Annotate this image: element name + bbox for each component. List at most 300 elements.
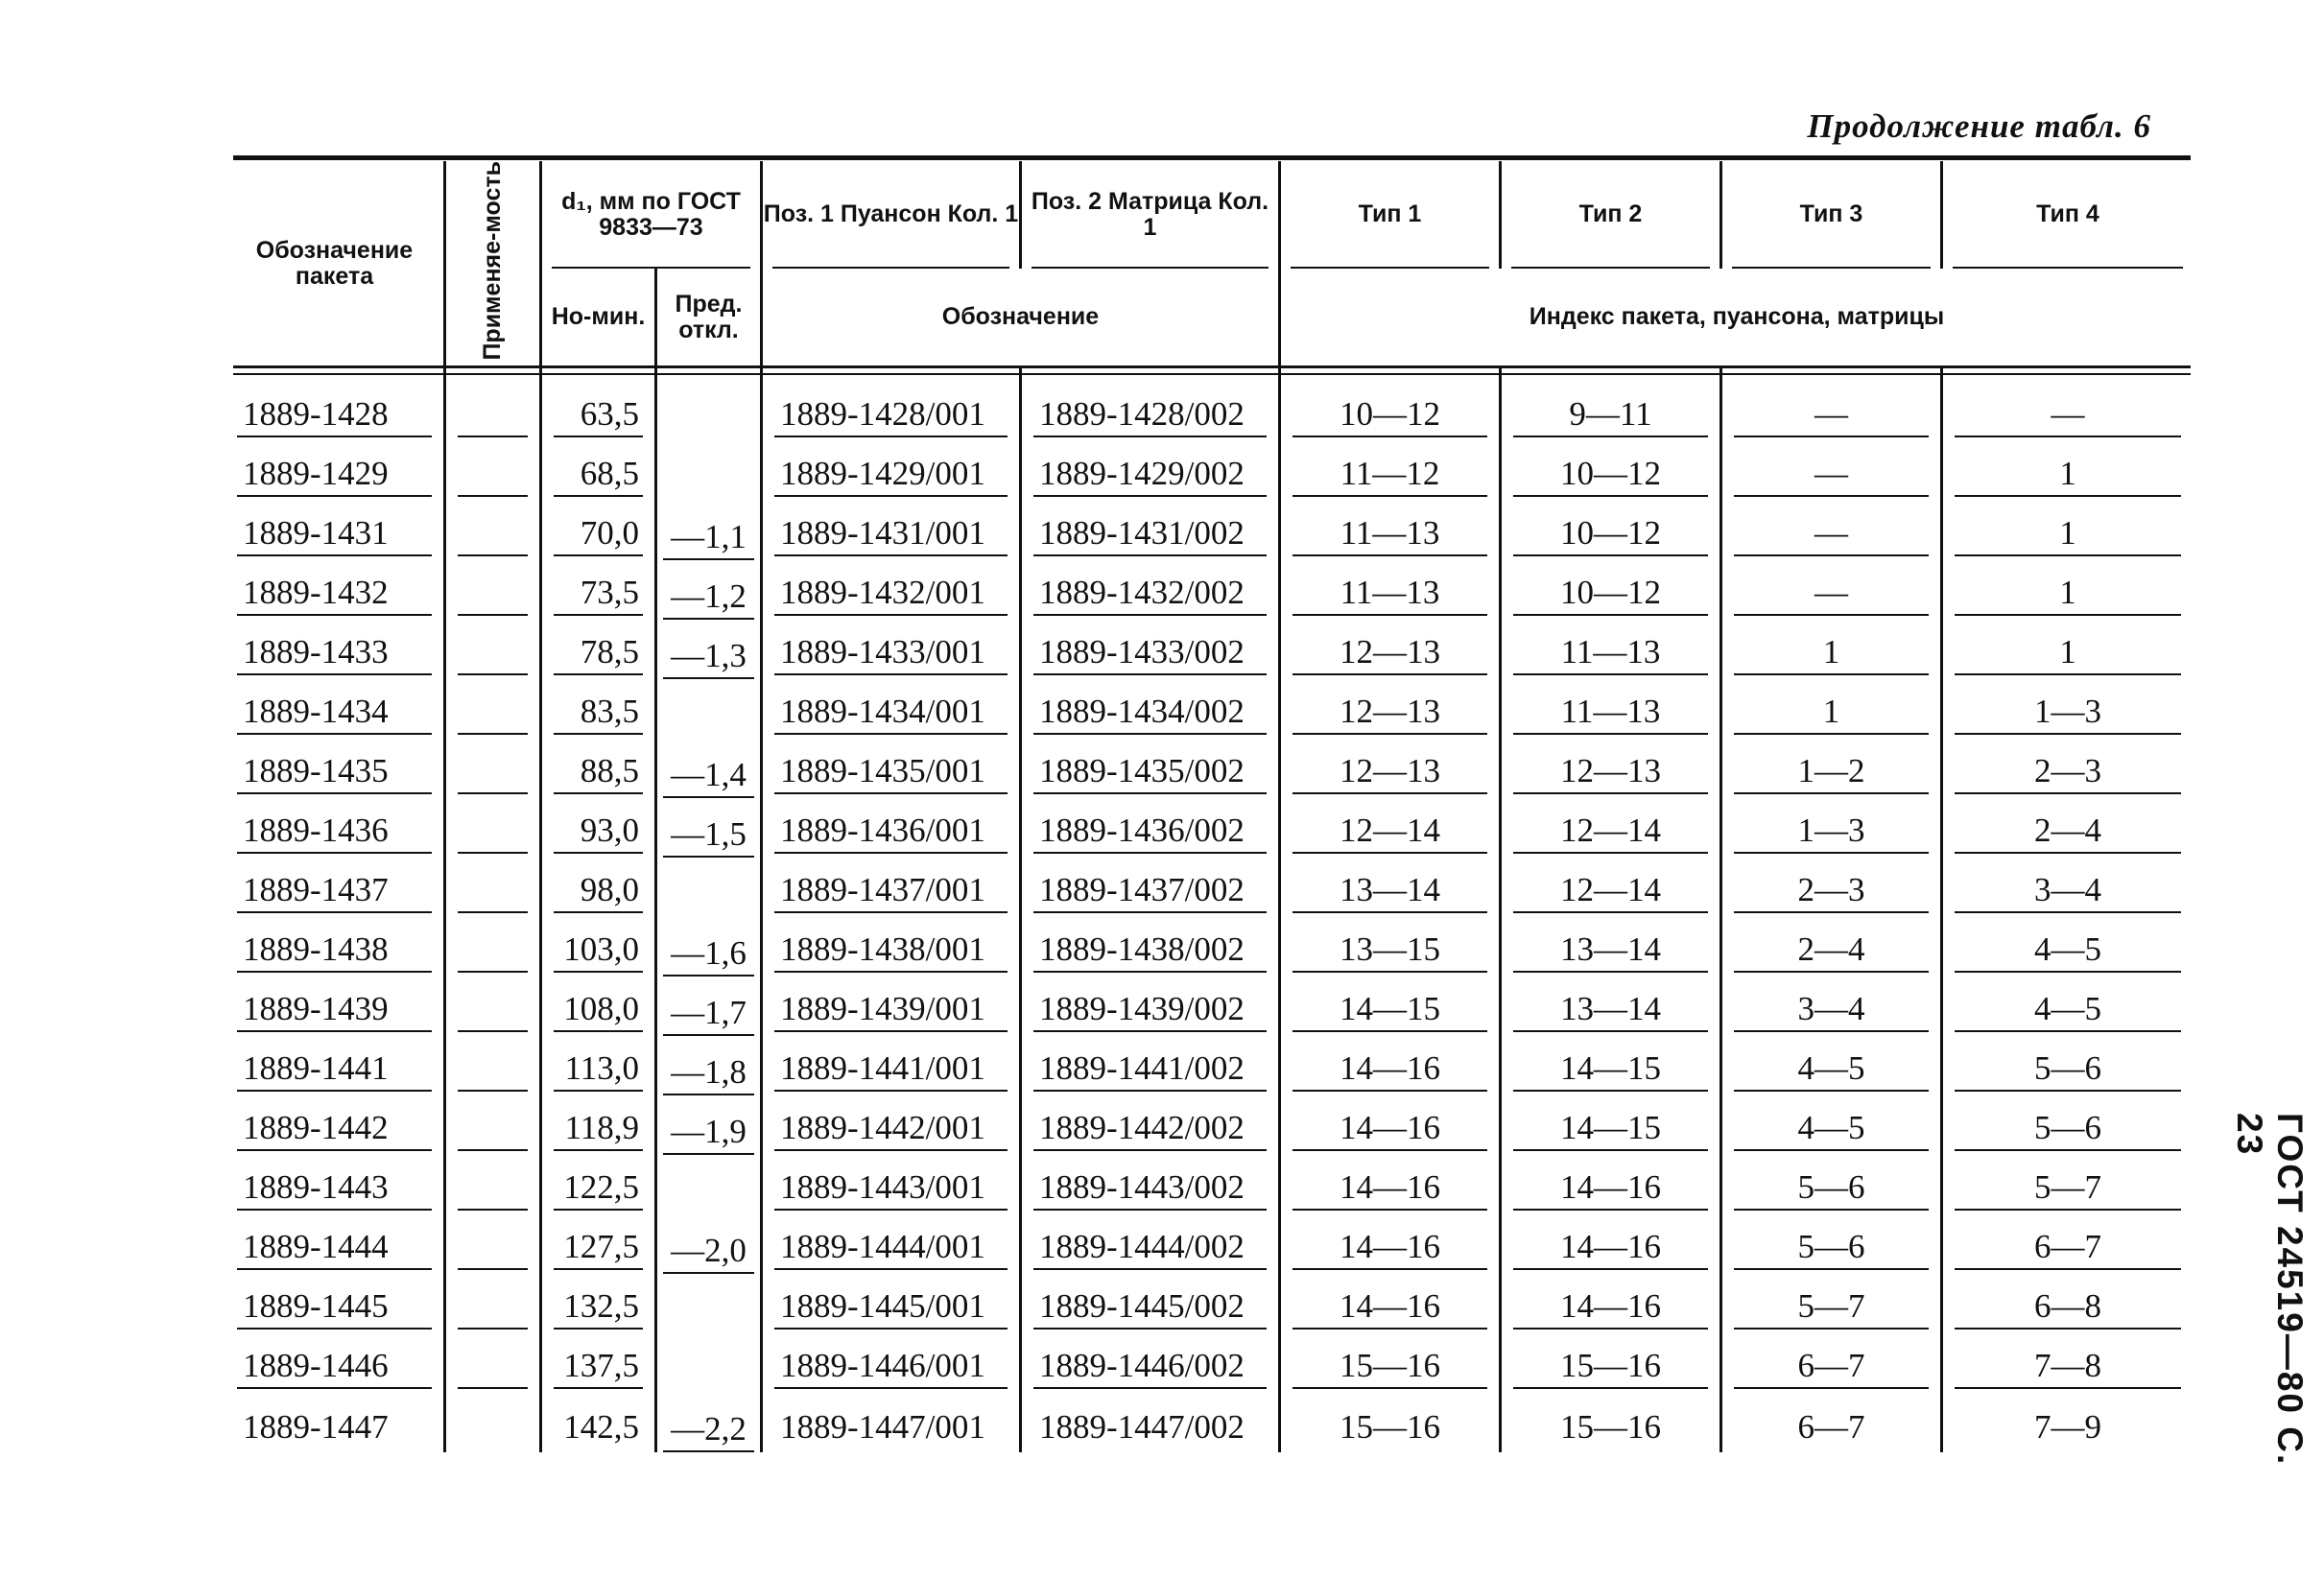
cell-package <box>225 1333 446 1393</box>
cell-type2-value: 11—13 <box>1513 633 1708 675</box>
cell-pos2 <box>1022 977 1281 1036</box>
cell-pos1 <box>763 1393 1022 1452</box>
cell-applicability-value <box>458 1109 528 1151</box>
cell-type4-value: 3—4 <box>1955 871 2181 913</box>
cell-pos2-value: 1889-1439/002 <box>1033 990 1267 1032</box>
cell-pos1 <box>763 858 1022 917</box>
cell-applicability <box>446 1155 542 1214</box>
cell-type2 <box>1502 1393 1722 1452</box>
cell-tolerance-value: —2,0 <box>663 1232 754 1274</box>
cell-nominal <box>542 1274 657 1333</box>
cell-pos2-value: 1889-1428/002 <box>1033 395 1267 437</box>
cell-type3-value: 5—6 <box>1734 1228 1929 1270</box>
cell-applicability-value <box>458 693 528 735</box>
cell-type2 <box>1502 1155 1722 1214</box>
cell-type2 <box>1502 1274 1722 1333</box>
cell-type4-value: — <box>1955 395 2181 437</box>
cell-package <box>225 679 446 739</box>
cell-type1 <box>1281 560 1502 620</box>
table-row <box>225 917 2193 977</box>
cell-pos2 <box>1022 501 1281 560</box>
table-body <box>225 366 2193 1452</box>
cell-type2-value: 15—16 <box>1513 1347 1708 1389</box>
cell-type1 <box>1281 1155 1502 1214</box>
cell-type1-value: 12—13 <box>1292 693 1487 735</box>
cell-nominal-value: 137,5 <box>554 1347 643 1389</box>
cell-applicability <box>446 977 542 1036</box>
cell-pos2-value: 1889-1432/002 <box>1033 574 1267 616</box>
cell-pos2-value: 1889-1433/002 <box>1033 633 1267 675</box>
cell-pos2-value: 1889-1444/002 <box>1033 1228 1267 1270</box>
cell-type1 <box>1281 977 1502 1036</box>
cell-type1 <box>1281 1333 1502 1393</box>
cell-type4-value: 1 <box>1955 574 2181 616</box>
cell-type2-value: 14—16 <box>1513 1168 1708 1211</box>
cell-tolerance <box>657 1036 763 1095</box>
table-row <box>225 858 2193 917</box>
cell-pos2 <box>1022 560 1281 620</box>
cell-applicability-value <box>458 1408 528 1448</box>
cell-type3 <box>1722 1393 1943 1452</box>
cell-type4 <box>1943 1333 2193 1393</box>
table-row <box>225 501 2193 560</box>
cell-type1 <box>1281 858 1502 917</box>
cell-package-value: 1889-1447 <box>243 1407 389 1446</box>
cell-type1-value: 13—14 <box>1292 871 1487 913</box>
cell-nominal <box>542 739 657 798</box>
cell-type2 <box>1502 739 1722 798</box>
cell-nominal-value: 63,5 <box>554 395 643 437</box>
cell-package-value: 1889-1428 <box>237 395 432 437</box>
cell-pos2 <box>1022 1274 1281 1333</box>
cell-type3-value: 2—3 <box>1734 871 1929 913</box>
cell-type3-value: 5—6 <box>1734 1168 1929 1211</box>
cell-pos2-value: 1889-1441/002 <box>1033 1049 1267 1092</box>
cell-pos1-value: 1889-1439/001 <box>774 990 1008 1032</box>
cell-type2-value: 10—12 <box>1513 455 1708 497</box>
cell-type1-value: 11—13 <box>1292 574 1487 616</box>
cell-pos1 <box>763 441 1022 501</box>
cell-applicability-value <box>458 1287 528 1330</box>
cell-type4-value: 4—5 <box>1955 930 2181 973</box>
cell-type3 <box>1722 366 1943 441</box>
cell-applicability <box>446 858 542 917</box>
table-row <box>225 560 2193 620</box>
table-row <box>225 1274 2193 1333</box>
cell-type2-value: 11—13 <box>1513 693 1708 735</box>
cell-pos2-value: 1889-1434/002 <box>1033 693 1267 735</box>
cell-type4-value: 5—6 <box>1955 1049 2181 1092</box>
cell-tolerance-value: —1,2 <box>663 577 754 620</box>
cell-type2 <box>1502 798 1722 858</box>
cell-type4 <box>1943 679 2193 739</box>
cell-pos1-value: 1889-1437/001 <box>774 871 1008 913</box>
cell-pos2-value: 1889-1431/002 <box>1033 514 1267 556</box>
cell-pos1-value: 1889-1445/001 <box>774 1287 1008 1330</box>
cell-nominal <box>542 1155 657 1214</box>
cell-applicability <box>446 1393 542 1452</box>
cell-type1-value: 14—16 <box>1292 1228 1487 1270</box>
cell-nominal-value: 118,9 <box>554 1109 643 1151</box>
cell-applicability-value <box>458 514 528 556</box>
table-row <box>225 1333 2193 1393</box>
cell-applicability <box>446 739 542 798</box>
cell-type3-value: 1 <box>1734 633 1929 675</box>
cell-type1 <box>1281 798 1502 858</box>
cell-pos1 <box>763 1333 1022 1393</box>
cell-tolerance <box>657 1274 763 1452</box>
cell-applicability <box>446 1036 542 1095</box>
cell-tolerance-value: —1,8 <box>663 1053 754 1095</box>
cell-type4 <box>1943 917 2193 977</box>
cell-type4-value: 1 <box>1955 514 2181 556</box>
cell-type2-value: 12—14 <box>1513 812 1708 854</box>
col-header-applicability <box>446 161 542 366</box>
cell-pos1-value: 1889-1429/001 <box>774 455 1008 497</box>
table-row <box>225 620 2193 679</box>
cell-type1 <box>1281 501 1502 560</box>
table-row <box>225 1036 2193 1095</box>
cell-package-value: 1889-1445 <box>237 1287 432 1330</box>
cell-type3 <box>1722 560 1943 620</box>
cell-type2-value: 12—14 <box>1513 871 1708 913</box>
cell-type3 <box>1722 1333 1943 1393</box>
table-row <box>225 1095 2193 1155</box>
cell-package-value: 1889-1433 <box>237 633 432 675</box>
cell-type3 <box>1722 858 1943 917</box>
cell-type4-value: 1 <box>1955 455 2181 497</box>
cell-package-value: 1889-1446 <box>237 1347 432 1389</box>
cell-applicability-value <box>458 1168 528 1211</box>
cell-pos2 <box>1022 679 1281 739</box>
cell-type3-value: 1—2 <box>1734 752 1929 794</box>
cell-nominal-value: 88,5 <box>554 752 643 794</box>
cell-type4 <box>1943 1155 2193 1214</box>
cell-applicability <box>446 366 542 441</box>
cell-type3 <box>1722 1155 1943 1214</box>
cell-type4-value: 2—3 <box>1955 752 2181 794</box>
cell-package-value: 1889-1444 <box>237 1228 432 1270</box>
cell-pos2-value: 1889-1445/002 <box>1033 1287 1267 1330</box>
cell-pos1 <box>763 917 1022 977</box>
cell-applicability <box>446 620 542 679</box>
cell-type4-value: 2—4 <box>1955 812 2181 854</box>
cell-applicability <box>446 1274 542 1333</box>
cell-nominal-value: 113,0 <box>554 1049 643 1092</box>
cell-pos1-value: 1889-1443/001 <box>774 1168 1008 1211</box>
cell-nominal-value: 122,5 <box>554 1168 643 1211</box>
cell-type4 <box>1943 1274 2193 1333</box>
cell-nominal <box>542 620 657 679</box>
cell-type2 <box>1502 858 1722 917</box>
cell-type3-value: 4—5 <box>1734 1049 1929 1092</box>
table-top-rule <box>233 155 2191 160</box>
cell-tolerance-value: —1,7 <box>663 994 754 1036</box>
cell-applicability <box>446 1095 542 1155</box>
cell-type2 <box>1502 1095 1722 1155</box>
cell-applicability-value <box>458 574 528 616</box>
cell-type2-value: 10—12 <box>1513 574 1708 616</box>
col-header-type1: Тип 1 <box>1281 161 1502 269</box>
cell-nominal-value: 68,5 <box>554 455 643 497</box>
cell-type3 <box>1722 620 1943 679</box>
cell-package-value: 1889-1432 <box>237 574 432 616</box>
cell-pos1-value: 1889-1431/001 <box>774 514 1008 556</box>
cell-pos2 <box>1022 1333 1281 1393</box>
cell-package-value: 1889-1434 <box>237 693 432 735</box>
cell-pos2 <box>1022 366 1281 441</box>
cell-type3-value: 2—4 <box>1734 930 1929 973</box>
cell-type4-value: 6—7 <box>1955 1228 2181 1270</box>
cell-type2-value: 14—16 <box>1513 1287 1708 1330</box>
cell-type2-value: 9—11 <box>1513 395 1708 437</box>
cell-type3 <box>1722 501 1943 560</box>
cell-nominal <box>542 1214 657 1274</box>
table-row <box>225 441 2193 501</box>
cell-applicability <box>446 679 542 739</box>
table-row <box>225 1155 2193 1214</box>
cell-type1-value: 11—12 <box>1292 455 1487 497</box>
cell-pos1 <box>763 560 1022 620</box>
col-header-applicability-label: Применяе-мость <box>479 161 506 361</box>
cell-package-value: 1889-1431 <box>237 514 432 556</box>
cell-type2-value: 14—15 <box>1513 1109 1708 1151</box>
cell-type4-value: 4—5 <box>1955 990 2181 1032</box>
cell-type1-value: 15—16 <box>1340 1407 1440 1446</box>
cell-type3-value: — <box>1734 455 1929 497</box>
cell-applicability-value <box>458 871 528 913</box>
cell-type4 <box>1943 798 2193 858</box>
cell-type4 <box>1943 441 2193 501</box>
cell-applicability <box>446 798 542 858</box>
cell-pos1-value: 1889-1432/001 <box>774 574 1008 616</box>
cell-pos1-value: 1889-1433/001 <box>774 633 1008 675</box>
cell-type2 <box>1502 1036 1722 1095</box>
cell-type1-value: 13—15 <box>1292 930 1487 973</box>
cell-type2 <box>1502 501 1722 560</box>
cell-type1-value: 15—16 <box>1292 1347 1487 1389</box>
cell-nominal <box>542 441 657 501</box>
cell-tolerance <box>657 560 763 620</box>
cell-package <box>225 798 446 858</box>
cell-type4 <box>1943 501 2193 560</box>
cell-package <box>225 366 446 441</box>
cell-type3 <box>1722 917 1943 977</box>
col-header-type2: Тип 2 <box>1502 161 1722 269</box>
cell-applicability <box>446 1214 542 1274</box>
cell-nominal-value: 142,5 <box>563 1407 639 1446</box>
cell-type3 <box>1722 798 1943 858</box>
cell-type1 <box>1281 1095 1502 1155</box>
cell-nominal-value: 73,5 <box>554 574 643 616</box>
cell-nominal <box>542 1036 657 1095</box>
cell-pos1 <box>763 977 1022 1036</box>
cell-pos1-value: 1889-1434/001 <box>774 693 1008 735</box>
cell-type1 <box>1281 917 1502 977</box>
cell-package-value: 1889-1439 <box>237 990 432 1032</box>
cell-pos2 <box>1022 441 1281 501</box>
cell-nominal-value: 83,5 <box>554 693 643 735</box>
table-row <box>225 798 2193 858</box>
cell-package <box>225 917 446 977</box>
col-header-tolerance: Пред. откл. <box>657 269 763 366</box>
cell-tolerance-value: —1,9 <box>663 1113 754 1155</box>
cell-type4 <box>1943 366 2193 441</box>
cell-type2 <box>1502 917 1722 977</box>
cell-type3 <box>1722 739 1943 798</box>
cell-pos1 <box>763 1155 1022 1214</box>
col-header-nominal: Но-мин. <box>542 269 657 366</box>
cell-applicability <box>446 560 542 620</box>
cell-type3 <box>1722 977 1943 1036</box>
cell-applicability-value <box>458 455 528 497</box>
cell-pos2 <box>1022 739 1281 798</box>
cell-tolerance <box>657 620 763 679</box>
cell-type3-value: 3—4 <box>1734 990 1929 1032</box>
cell-pos1 <box>763 1214 1022 1274</box>
cell-pos2-value: 1889-1437/002 <box>1033 871 1267 913</box>
cell-nominal <box>542 560 657 620</box>
cell-type3-value: 6—7 <box>1734 1347 1929 1389</box>
cell-tolerance <box>657 366 763 560</box>
cell-package <box>225 620 446 679</box>
cell-applicability-value <box>458 1347 528 1389</box>
col-header-type3: Тип 3 <box>1722 161 1943 269</box>
cell-type4 <box>1943 739 2193 798</box>
cell-package <box>225 1155 446 1214</box>
cell-pos2 <box>1022 1095 1281 1155</box>
cell-type1 <box>1281 1393 1502 1452</box>
cell-type2-value: 14—16 <box>1513 1228 1708 1270</box>
cell-package <box>225 560 446 620</box>
cell-type1 <box>1281 1274 1502 1333</box>
cell-tolerance-value: —1,3 <box>663 637 754 679</box>
cell-tolerance-value: —1,5 <box>663 815 754 858</box>
cell-package-value: 1889-1441 <box>237 1049 432 1092</box>
cell-pos2-value: 1889-1436/002 <box>1033 812 1267 854</box>
cell-type1-value: 10—12 <box>1292 395 1487 437</box>
cell-type2-value: 12—13 <box>1513 752 1708 794</box>
cell-package-value: 1889-1437 <box>237 871 432 913</box>
cell-tolerance <box>657 679 763 798</box>
cell-type3-value: — <box>1734 574 1929 616</box>
cell-package-value: 1889-1438 <box>237 930 432 973</box>
cell-type3 <box>1722 1036 1943 1095</box>
cell-type3-value: 4—5 <box>1734 1109 1929 1151</box>
cell-package-value: 1889-1435 <box>237 752 432 794</box>
cell-type2 <box>1502 977 1722 1036</box>
cell-type3 <box>1722 1214 1943 1274</box>
cell-nominal <box>542 977 657 1036</box>
cell-type3-value: — <box>1734 514 1929 556</box>
cell-tolerance-value: —2,2 <box>663 1410 754 1452</box>
cell-type4 <box>1943 858 2193 917</box>
cell-tolerance <box>657 1155 763 1274</box>
cell-type4-value: 1 <box>1955 633 2181 675</box>
cell-package-value: 1889-1443 <box>237 1168 432 1211</box>
table-row <box>225 366 2193 441</box>
cell-package-value: 1889-1436 <box>237 812 432 854</box>
cell-pos1 <box>763 798 1022 858</box>
cell-pos1 <box>763 1274 1022 1333</box>
cell-pos1-value: 1889-1435/001 <box>774 752 1008 794</box>
cell-type2-value: 15—16 <box>1560 1407 1661 1446</box>
cell-type4 <box>1943 1095 2193 1155</box>
table-row <box>225 1393 2193 1452</box>
cell-type4 <box>1943 1214 2193 1274</box>
col-header-pos2: Поз. 2 Матрица Кол. 1 <box>1022 161 1281 269</box>
cell-nominal <box>542 1393 657 1452</box>
cell-type4-value: 7—9 <box>2034 1407 2101 1446</box>
cell-type2 <box>1502 679 1722 739</box>
standard-page-caption: ГОСТ 24519—80 С. 23 <box>2230 1113 2310 1467</box>
col-header-type4: Тип 4 <box>1943 161 2193 269</box>
cell-nominal-value: 98,0 <box>554 871 643 913</box>
cell-applicability-value <box>458 752 528 794</box>
cell-tolerance-value: —1,6 <box>663 934 754 977</box>
cell-type1 <box>1281 366 1502 441</box>
cell-nominal <box>542 858 657 917</box>
cell-nominal-value: 127,5 <box>554 1228 643 1270</box>
cell-applicability-value <box>458 1228 528 1270</box>
cell-type1 <box>1281 739 1502 798</box>
col-header-designation: Обозначение пакета <box>225 161 446 366</box>
cell-type1-value: 14—16 <box>1292 1168 1487 1211</box>
cell-type2-value: 14—15 <box>1513 1049 1708 1092</box>
cell-pos1 <box>763 620 1022 679</box>
cell-package <box>225 1095 446 1155</box>
cell-type3 <box>1722 679 1943 739</box>
cell-pos1-value: 1889-1444/001 <box>774 1228 1008 1270</box>
cell-package-value: 1889-1442 <box>237 1109 432 1151</box>
cell-package-value: 1889-1429 <box>237 455 432 497</box>
cell-applicability <box>446 917 542 977</box>
cell-type1-value: 12—13 <box>1292 752 1487 794</box>
cell-applicability-value <box>458 930 528 973</box>
cell-package <box>225 1214 446 1274</box>
cell-nominal-value: 103,0 <box>554 930 643 973</box>
col-header-index: Индекс пакета, пуансона, матрицы <box>1529 303 1945 331</box>
col-header-pos1: Поз. 1 Пуансон Кол. 1 <box>763 161 1022 269</box>
cell-type3-value: 5—7 <box>1734 1287 1929 1330</box>
cell-tolerance <box>657 858 763 977</box>
cell-nominal <box>542 679 657 739</box>
cell-nominal <box>542 1095 657 1155</box>
cell-package <box>225 501 446 560</box>
cell-type2 <box>1502 1214 1722 1274</box>
cell-type1-value: 14—15 <box>1292 990 1487 1032</box>
cell-applicability-value <box>458 633 528 675</box>
cell-pos2 <box>1022 1214 1281 1274</box>
cell-type3 <box>1722 1095 1943 1155</box>
cell-pos2 <box>1022 798 1281 858</box>
cell-nominal <box>542 1333 657 1393</box>
cell-type4-value: 5—7 <box>1955 1168 2181 1211</box>
cell-nominal-value: 132,5 <box>554 1287 643 1330</box>
cell-type3 <box>1722 441 1943 501</box>
cell-pos2-value: 1889-1442/002 <box>1033 1109 1267 1151</box>
cell-applicability-value <box>458 812 528 854</box>
col-header-d1-group: d₁, мм по ГОСТ 9833—73 <box>542 161 763 269</box>
cell-type4 <box>1943 1393 2193 1452</box>
cell-pos1-value: 1889-1442/001 <box>774 1109 1008 1151</box>
cell-type1-value: 12—13 <box>1292 633 1487 675</box>
cell-type2 <box>1502 560 1722 620</box>
cell-pos2 <box>1022 917 1281 977</box>
cell-type2-value: 13—14 <box>1513 930 1708 973</box>
cell-type2-value: 13—14 <box>1513 990 1708 1032</box>
cell-type3-value: 6—7 <box>1797 1407 1865 1446</box>
